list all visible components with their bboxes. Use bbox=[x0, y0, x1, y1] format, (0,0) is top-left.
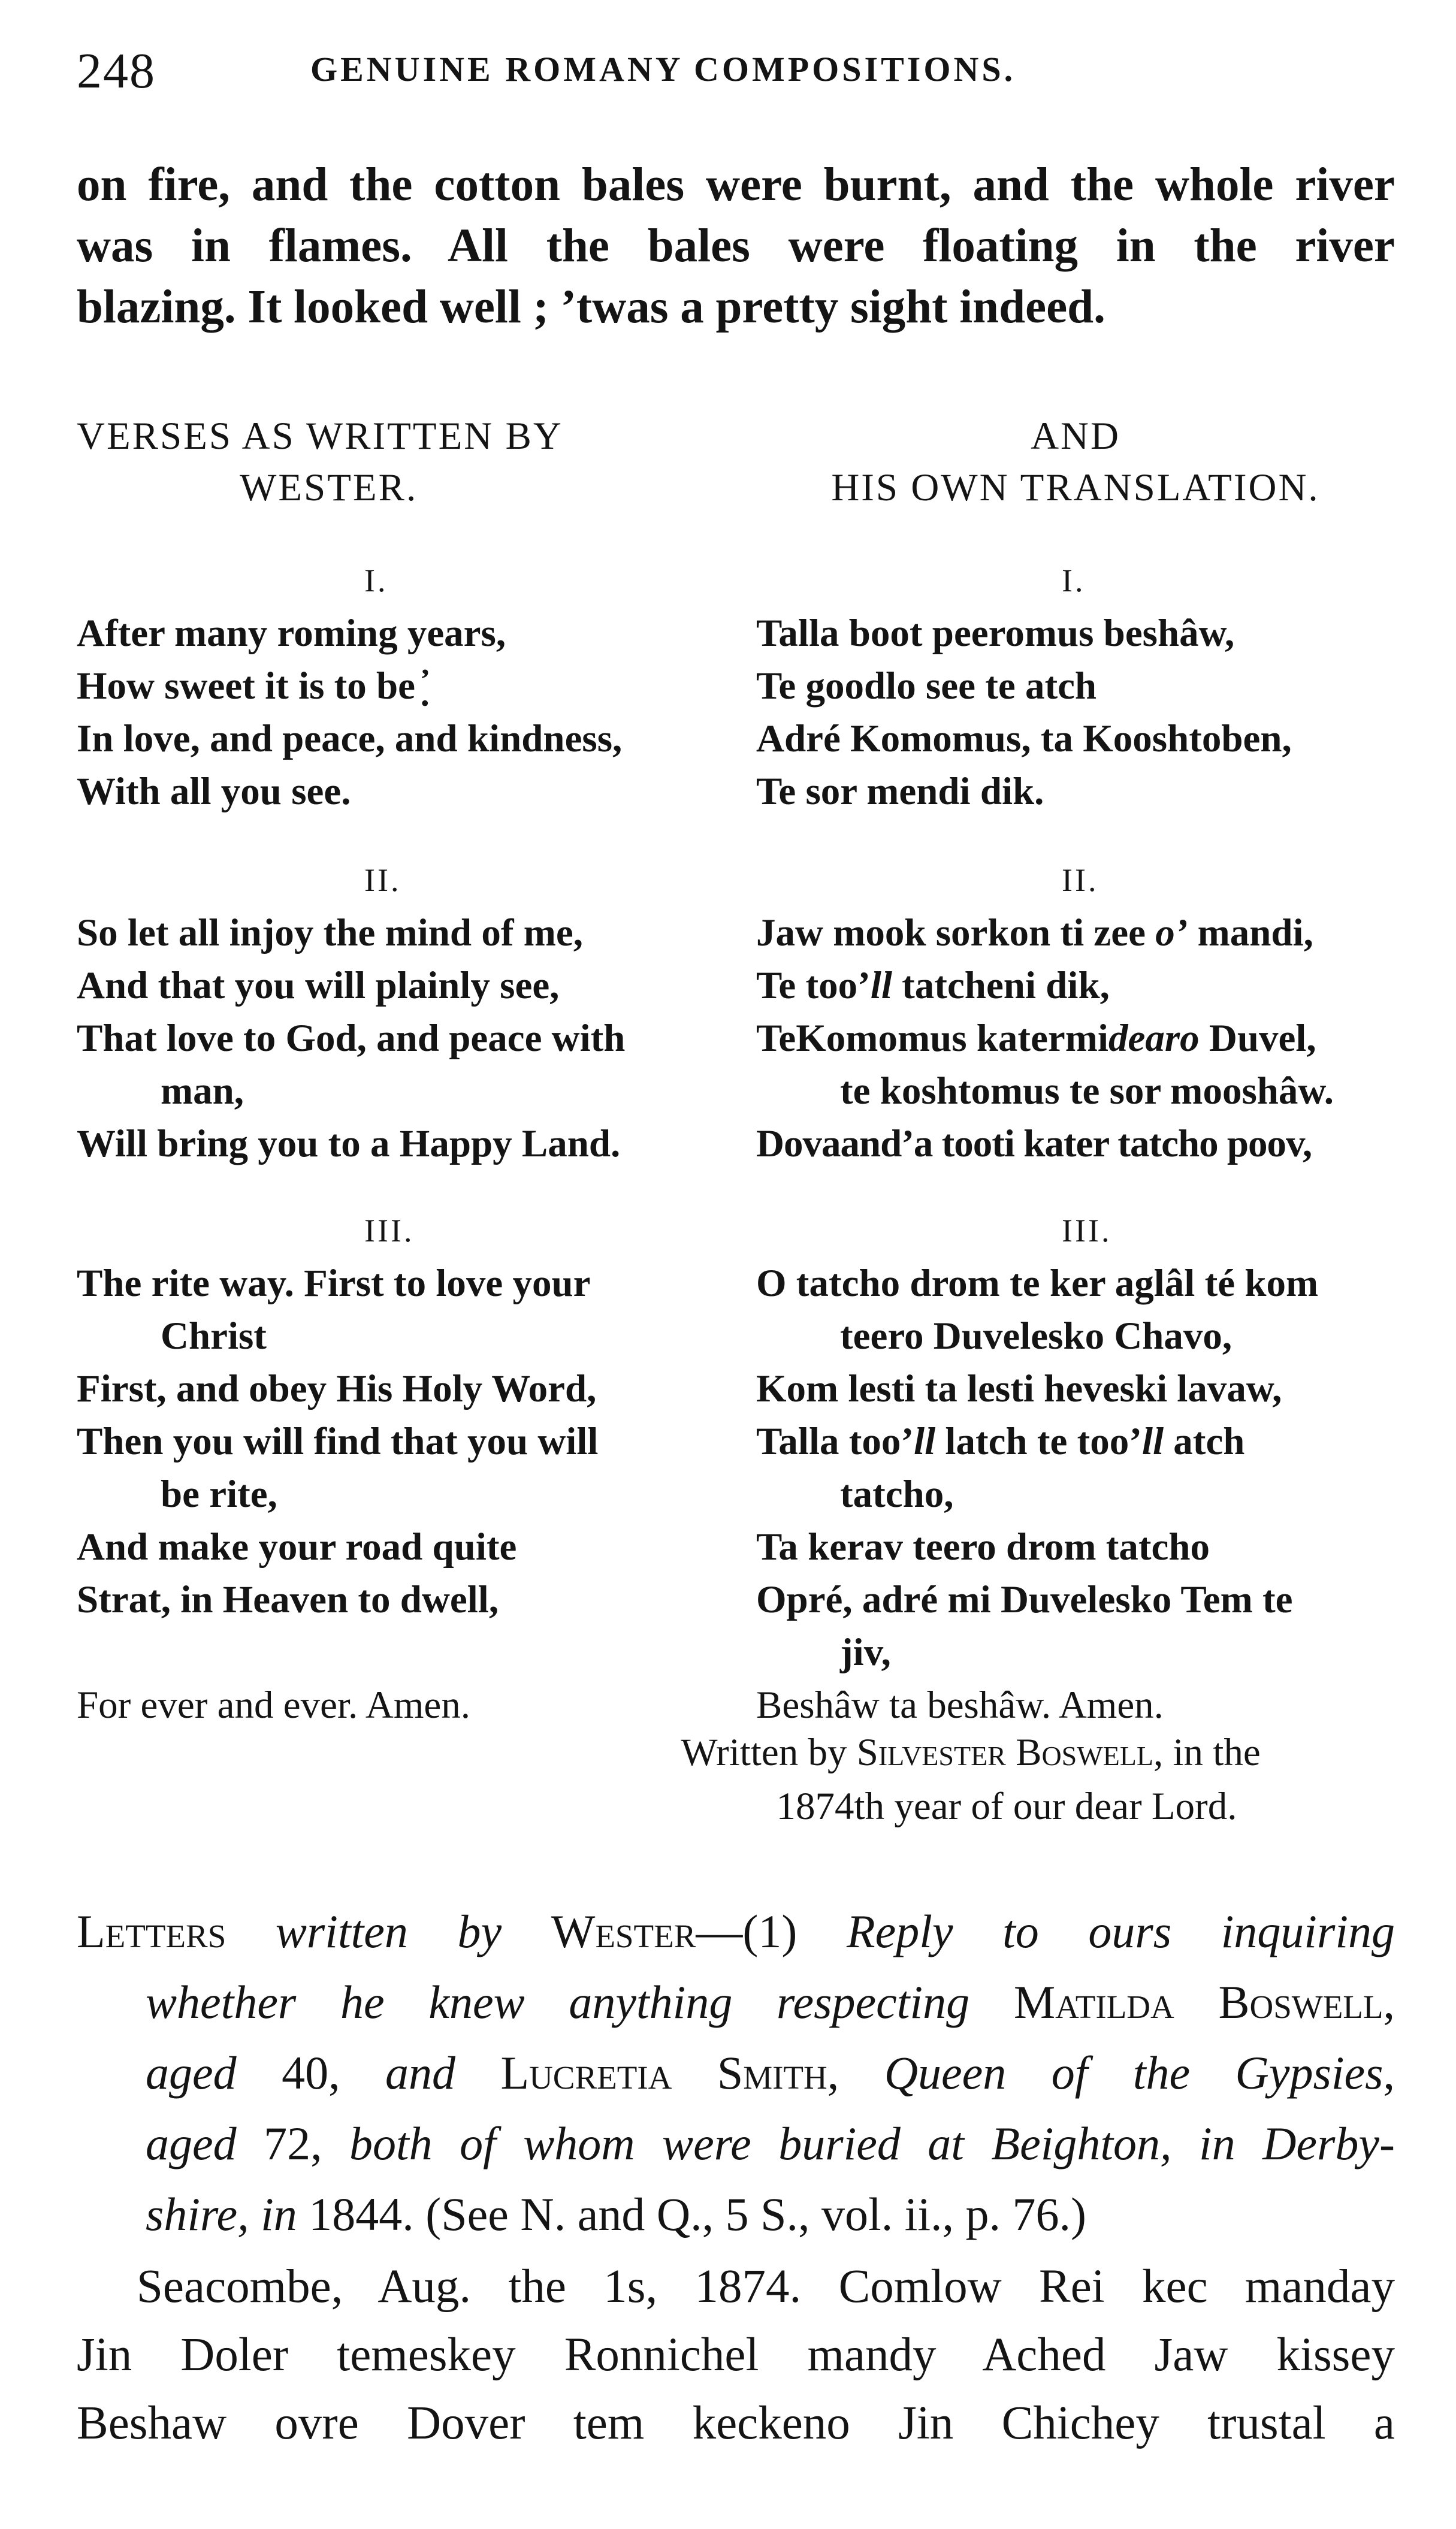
verse-line: Talla boot peeromus beshâw, bbox=[756, 612, 1235, 655]
stanza-3-english bbox=[77, 1204, 712, 1732]
letters-text: , bbox=[1383, 1976, 1395, 2028]
running-title: GENUINE ROMANY COMPOSITIONS. bbox=[310, 50, 1016, 89]
verse-italic: dearo bbox=[1108, 1017, 1200, 1060]
verse-line bbox=[756, 1012, 1403, 1065]
letters-italic: aged bbox=[146, 2047, 237, 2099]
letters-italic: Queen of the Gypsies bbox=[884, 2047, 1383, 2099]
verse-line: First, and obey His Holy Word, bbox=[77, 1367, 597, 1410]
verse-italic: ll bbox=[870, 964, 892, 1007]
verse-text: tatcheni dik, bbox=[902, 964, 1110, 1007]
verse-line: The rite way. First to love your bbox=[77, 1262, 591, 1305]
stanza-numeral: III. bbox=[364, 1213, 415, 1249]
verse-line: O tatcho drom te ker aglâl té kom bbox=[756, 1262, 1319, 1305]
stanza-numeral: II. bbox=[1062, 862, 1099, 898]
verse-line: man, bbox=[161, 1069, 244, 1113]
verse-text: Te too’ bbox=[756, 964, 871, 1007]
verse-line: Strat, in Heaven to dwell, bbox=[77, 1578, 499, 1621]
verse-line: te koshtomus te sor mooshâw. bbox=[840, 1069, 1334, 1113]
stanza-numeral: III. bbox=[1062, 1213, 1112, 1249]
letters-heading bbox=[77, 1896, 1395, 2250]
letters-text: 1844. (See N. and Q., 5 S., vol. ii., p. 76.) bbox=[297, 2188, 1087, 2240]
verse-text: latch te too’ bbox=[945, 1420, 1142, 1463]
stanza-numeral: I. bbox=[1062, 563, 1086, 599]
right-column-heading bbox=[749, 410, 1402, 513]
verse-line bbox=[756, 1415, 1403, 1468]
verse-line: Ta kerav teero drom tatcho bbox=[756, 1525, 1210, 1569]
page-number: 248 bbox=[77, 43, 156, 99]
verse-line: Will bring you to a Happy Land. bbox=[77, 1122, 621, 1165]
verse-text: Jaw mook sorkon ti zee bbox=[756, 911, 1146, 954]
letters-text: 72, bbox=[236, 2117, 350, 2170]
letters-italic: whether he knew anything respecting bbox=[146, 1976, 970, 2028]
verse-text: mandi, bbox=[1197, 911, 1313, 954]
signature-prefix: Written by bbox=[681, 1731, 857, 1774]
letters-line bbox=[77, 1967, 1395, 2038]
intro-line: blazing. It looked well ; ’twas a pretty sight indeed. bbox=[77, 281, 1105, 333]
letters-italic: shire, in bbox=[146, 2188, 297, 2240]
left-heading-line: VERSES AS WRITTEN BY bbox=[77, 415, 563, 458]
letters-text: 40, bbox=[236, 2047, 385, 2099]
verse-line: Kom lesti ta lesti heveski lavaw, bbox=[756, 1367, 1282, 1410]
left-heading-line: WESTER. bbox=[240, 466, 418, 509]
page-header bbox=[77, 42, 1395, 108]
verse-line: Then you will find that you will bbox=[77, 1420, 599, 1463]
right-heading-line: AND bbox=[1031, 415, 1120, 458]
closing-paragraph bbox=[77, 2253, 1395, 2458]
stanza-1-romany bbox=[756, 554, 1403, 818]
verse-line: So let all injoy the mind of me, bbox=[77, 911, 583, 954]
intro-line: was in flames. All the bales were floating in the river bbox=[77, 220, 1395, 272]
verse-text: Talla too’ bbox=[756, 1420, 914, 1463]
verse-line: After many roming years, bbox=[77, 612, 506, 655]
letters-italic: both of whom were buried at Beighton, in Derby- bbox=[349, 2117, 1395, 2170]
verse-line: With all you see. bbox=[77, 770, 351, 813]
signature-line: 1874th year of our dear Lord. bbox=[776, 1785, 1237, 1828]
signature-line bbox=[569, 1726, 1372, 1779]
letters-text: —(1) bbox=[696, 1905, 847, 1957]
letters-italic: and bbox=[385, 2047, 455, 2099]
intro-line: on fire, and the cotton bales were burnt, and the whole river bbox=[77, 159, 1395, 211]
closing-line: Seacombe, Aug. the 1s, 1874. Comlow Rei kec manday bbox=[137, 2261, 1395, 2313]
verse-text: TeKomomus katermi bbox=[756, 1017, 1108, 1060]
signature bbox=[569, 1726, 1372, 1833]
stanza-1-english bbox=[77, 554, 712, 818]
verse-line bbox=[756, 907, 1403, 959]
letters-text: , bbox=[1383, 2047, 1395, 2099]
letters-line bbox=[77, 2179, 1395, 2250]
verse-line: Te sor mendi dik. bbox=[756, 770, 1044, 813]
letters-text bbox=[969, 1976, 1014, 2028]
letters-word: Letters bbox=[77, 1905, 226, 1957]
letters-italic: written by bbox=[226, 1905, 551, 1957]
verse-line: Adré Komomus, ta Kooshtoben, bbox=[756, 717, 1292, 760]
verse-line: teero Duvelesko Chavo, bbox=[840, 1315, 1233, 1358]
verse-line: Te goodlo see te atch bbox=[756, 664, 1097, 708]
verse-line: be rite, bbox=[161, 1473, 277, 1516]
letters-line bbox=[77, 1896, 1395, 1967]
left-column-heading bbox=[77, 410, 712, 513]
verse-italic: ll bbox=[914, 1420, 936, 1463]
letters-text bbox=[455, 2047, 500, 2099]
verse-text: atch bbox=[1173, 1420, 1245, 1463]
stanza-2-english bbox=[77, 854, 712, 1170]
letters-name: Wester bbox=[551, 1905, 696, 1957]
letters-line bbox=[77, 2038, 1395, 2108]
verse-line: And make your road quite bbox=[77, 1525, 517, 1569]
verse-line: And that you will plainly see, bbox=[77, 964, 560, 1007]
verse-line: In love, and peace, and kindness, bbox=[77, 717, 623, 760]
letters-line bbox=[77, 2108, 1395, 2179]
letters-italic: Reply to ours inquiring bbox=[846, 1905, 1395, 1957]
verse-line bbox=[756, 959, 1403, 1012]
verse-line: Dovaand’a tooti kater tatcho poov, bbox=[756, 1122, 1312, 1165]
intro-paragraph bbox=[77, 155, 1395, 338]
verse-italic: ll bbox=[1141, 1420, 1164, 1463]
stanza-numeral: I. bbox=[364, 563, 388, 599]
verse-line: That love to God, and peace with bbox=[77, 1017, 626, 1060]
closing-line: Jin Doler temeskey Ronnichel mandy Ached Jaw kissey bbox=[77, 2329, 1395, 2381]
verse-line: tatcho, bbox=[840, 1473, 954, 1516]
verse-line: jiv, bbox=[840, 1631, 891, 1674]
verse-text: Duvel, bbox=[1209, 1017, 1316, 1060]
letters-name: Lucretia Smith bbox=[500, 2047, 827, 2099]
letters-text: , bbox=[827, 2047, 884, 2099]
right-heading-line: HIS OWN TRANSLATION. bbox=[831, 466, 1320, 509]
closing-line: Beshaw ovre Dover tem keckeno Jin Chichey trustal a bbox=[77, 2397, 1395, 2449]
verse-line: Beshâw ta beshâw. Amen. bbox=[756, 1684, 1164, 1727]
letters-name: Matilda Boswell bbox=[1013, 1976, 1383, 2028]
verse-line: For ever and ever. Amen. bbox=[77, 1684, 471, 1727]
stanza-3-romany bbox=[756, 1204, 1403, 1732]
letters-italic: aged bbox=[146, 2117, 237, 2170]
stanza-2-romany bbox=[756, 854, 1403, 1170]
signature-suffix: , in the bbox=[1153, 1731, 1261, 1774]
verse-italic: o’ bbox=[1155, 911, 1188, 954]
stanza-numeral: II. bbox=[364, 862, 401, 898]
signature-name: Silvester Boswell bbox=[856, 1731, 1153, 1774]
verse-line: Christ bbox=[161, 1315, 267, 1358]
verse-line: Opré, adré mi Duvelesko Tem te bbox=[756, 1578, 1293, 1621]
verse-line: How sweet it is to be ̣̓ bbox=[77, 664, 425, 708]
